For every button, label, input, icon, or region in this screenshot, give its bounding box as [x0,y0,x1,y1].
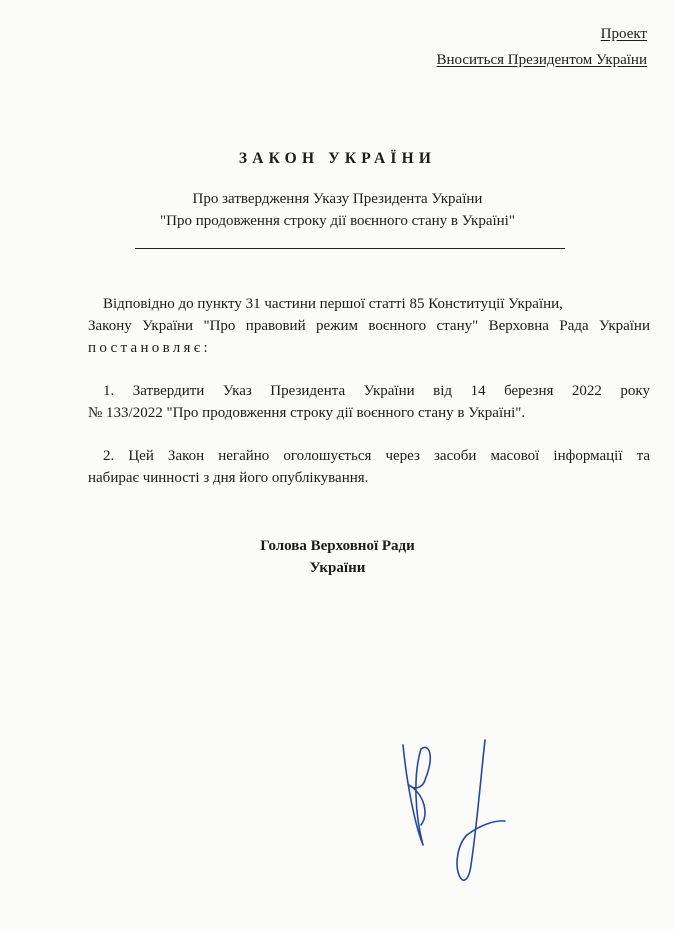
signatory-title-line-1: Голова Верховної Ради [260,538,415,554]
signatory-block [0,535,675,579]
document-header [436,21,647,73]
preamble-line-1: Відповідно до пункту 31 частини першої статті 85 Конституції України, [103,296,563,312]
article-1-paragraph [88,380,650,424]
preamble-paragraph [88,293,650,359]
preamble-line-3: постановляє: [88,340,211,356]
subtitle-line-1: Про затвердження Указу Президента України [192,191,483,207]
article-1-line-1: 1. Затвердити Указ Президента України від 14 березня 2022 року [103,383,650,399]
signature-stroke-right [457,740,505,880]
document-body [88,293,650,489]
project-label: Проект [600,26,647,42]
document-subtitle [0,188,675,232]
submitted-by-label: Вноситься Президентом України [436,52,647,68]
preamble-line-2: Закону України "Про правовий режим воєнного стану" Верховна Рада України [88,318,650,334]
article-2-line-2: набирає чинності з дня його опублікування. [88,470,369,486]
article-2-paragraph [88,445,650,489]
signature-stroke-left [403,745,430,845]
signatory-title-line-2: України [309,560,366,576]
subtitle-line-2: "Про продовження строку дії воєнного стану в Україні" [160,213,515,229]
title-divider [135,248,565,249]
handwritten-signature [385,725,515,890]
article-2-line-1: 2. Цей Закон негайно оголошується через засоби масової інформації та [103,448,650,464]
document-title: ЗАКОН УКРАЇНИ [238,150,437,167]
article-1-line-2: № 133/2022 "Про продовження строку дії воєнного стану в Україні". [88,405,526,421]
